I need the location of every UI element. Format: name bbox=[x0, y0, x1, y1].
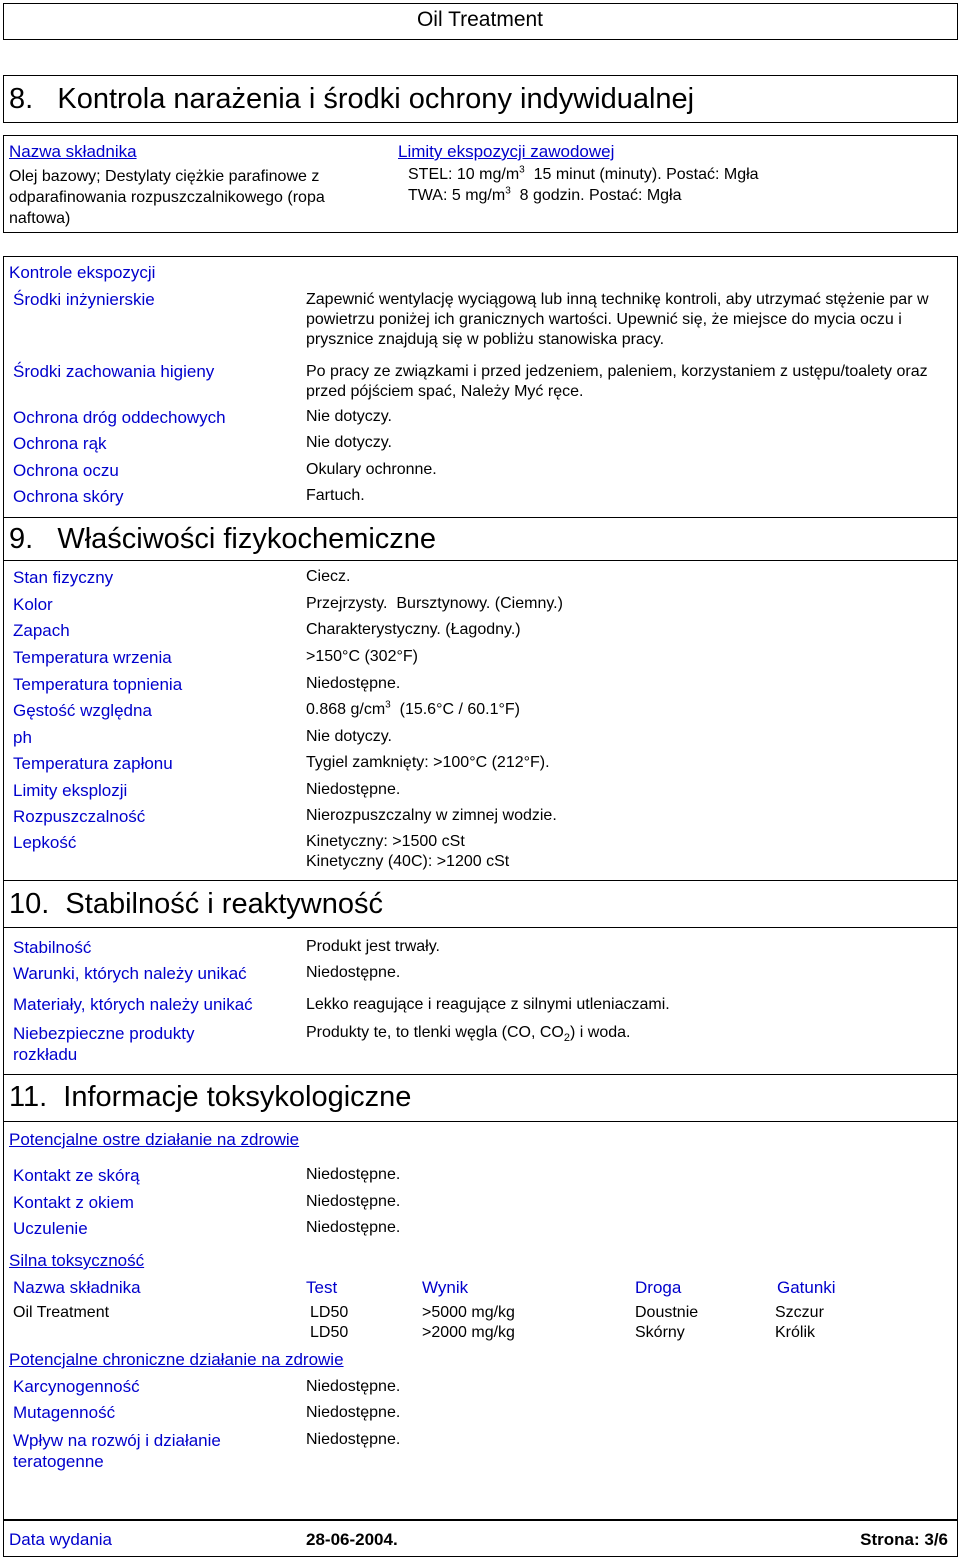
engineering-controls-value: Zapewnić wentylację wyciągową lub inną technikę kontroli, aby utrzymać stężenie par w powietrzu poniżej ich granicznych wartości. Upewnić się, że miejsce do mycia oczu i prysznice znajdują się w pobliżu stanowiska pracy. bbox=[306, 291, 929, 348]
tox-header-component: Nazwa składnika bbox=[13, 1278, 141, 1297]
decomposition-products-label: Niebezpieczne produkty rozkładu bbox=[13, 1024, 195, 1064]
conditions-to-avoid-value: Niedostępne. bbox=[306, 964, 401, 981]
tox-row-1-species: Szczur bbox=[775, 1304, 824, 1321]
hygiene-measures-value: Po pracy ze związkami i przed jedzeniem, paleniem, korzystaniem z ustępu/toalety oraz przed pójściem spać, Należy Myć ręce. bbox=[306, 363, 928, 400]
odor-value: Charakterystyczny. (Łagodny.) bbox=[306, 621, 521, 638]
boiling-point-value: >150°C (302°F) bbox=[306, 648, 418, 665]
tox-row-2-test: LD50 bbox=[310, 1324, 349, 1341]
carcinogenicity-label: Karcynogenność bbox=[13, 1377, 140, 1396]
skin-contact-label: Kontakt ze skórą bbox=[13, 1166, 140, 1185]
footer-box bbox=[3, 1520, 958, 1557]
mutagenicity-value: Niedostępne. bbox=[306, 1404, 401, 1421]
sensitization-label: Uczulenie bbox=[13, 1219, 88, 1238]
viscosity-value: Kinetyczny: >1500 cSt bbox=[306, 833, 465, 850]
exposure-controls-title: Kontrole ekspozycji bbox=[9, 263, 156, 282]
page-number: Strona: 3/6 bbox=[860, 1530, 948, 1549]
carcinogenicity-value: Niedostępne. bbox=[306, 1378, 401, 1395]
solubility-value: Nierozpuszczalny w zimnej wodzie. bbox=[306, 807, 557, 824]
materials-to-avoid-value: Lekko reagujące i reagujące z silnymi utleniaczami. bbox=[306, 996, 670, 1013]
issue-date-label: Data wydania bbox=[9, 1530, 113, 1549]
ph-label: ph bbox=[13, 728, 32, 747]
exposure-limits-header: Limity ekspozycji zawodowej bbox=[398, 142, 615, 161]
respiratory-protection-value: Nie dotyczy. bbox=[306, 408, 392, 425]
section-8-heading: 8. Kontrola narażenia i środki ochrony indywidualnej bbox=[9, 83, 695, 115]
melting-point-label: Temperatura topnienia bbox=[13, 675, 183, 694]
eye-contact-label: Kontakt z okiem bbox=[13, 1193, 134, 1212]
acute-toxicity-title: Silna toksyczność bbox=[9, 1251, 145, 1270]
hand-protection-label: Ochrona rąk bbox=[13, 434, 107, 453]
section-11-heading: 11. Informacje toksykologiczne bbox=[9, 1081, 412, 1113]
conditions-to-avoid-label: Warunki, których należy unikać bbox=[13, 964, 247, 983]
tox-header-route: Droga bbox=[635, 1278, 682, 1297]
explosion-limits-value: Niedostępne. bbox=[306, 781, 401, 798]
color-value: Przejrzysty. Bursztynowy. (Ciemny.) bbox=[306, 595, 563, 612]
twa-limit: TWA: 5 $mg/m^3$ 8 godzin. Postać: Mgła bbox=[408, 185, 682, 204]
odor-label: Zapach bbox=[13, 621, 70, 640]
component-name: Olej bazowy; Destylaty ciężkie parafinowe z odparafinowania rozpuszczalnikowego (ropa naftowa) bbox=[9, 168, 325, 227]
relative-density-label: Gęstość względna bbox=[13, 701, 152, 720]
eye-contact-value: Niedostępne. bbox=[306, 1193, 401, 1210]
tox-row-2-route: Skórny bbox=[635, 1324, 685, 1341]
explosion-limits-label: Limity eksplozji bbox=[13, 781, 128, 800]
relative-density-value: 0.868 $g/cm^3$ (15.6°C / 60.1°F) bbox=[306, 699, 521, 718]
chronic-effects-title: Potencjalne chroniczne działanie na zdrowie bbox=[9, 1350, 344, 1369]
engineering-controls-label: Środki inżynierskie bbox=[13, 290, 155, 309]
section-9-heading: 9. Właściwości fizykochemiczne bbox=[9, 523, 437, 555]
teratogenicity-value: Niedostępne. bbox=[306, 1431, 401, 1448]
skin-contact-value: Niedostępne. bbox=[306, 1166, 401, 1183]
tox-row-1-test: LD50 bbox=[310, 1304, 349, 1321]
eye-protection-value: Okulary ochronne. bbox=[306, 461, 437, 478]
stel-limit: STEL: 10 $mg/m^3$ 15 minut (minuty). Postać: Mgła bbox=[408, 164, 759, 183]
mutagenicity-label: Mutagenność bbox=[13, 1403, 116, 1422]
tox-row-1-component: Oil Treatment bbox=[13, 1304, 110, 1321]
tox-row-1-result: >5000 mg/kg bbox=[422, 1304, 515, 1321]
respiratory-protection-label: Ochrona dróg oddechowych bbox=[13, 408, 226, 427]
viscosity-value-40c: Kinetyczny (40C): >1200 cSt bbox=[306, 853, 510, 870]
flash-point-value: Tygiel zamknięty: >100°C (212°F). bbox=[306, 754, 550, 771]
document-title: Oil Treatment bbox=[416, 8, 544, 31]
solubility-label: Rozpuszczalność bbox=[13, 807, 146, 826]
stability-value: Produkt jest trwały. bbox=[306, 938, 440, 955]
skin-protection-label: Ochrona skóry bbox=[13, 487, 124, 506]
melting-point-value: Niedostępne. bbox=[306, 675, 401, 692]
tox-row-1-route: Doustnie bbox=[635, 1304, 699, 1321]
color-label: Kolor bbox=[13, 595, 53, 614]
boiling-point-label: Temperatura wrzenia bbox=[13, 648, 172, 667]
hand-protection-value: Nie dotyczy. bbox=[306, 434, 392, 451]
viscosity-label: Lepkość bbox=[13, 833, 77, 852]
decomposition-products-value: Produkty te, to tlenki węgla (CO, $CO_2$) i woda. bbox=[306, 1024, 631, 1045]
tox-header-result: Wynik bbox=[422, 1278, 469, 1297]
skin-protection-value: Fartuch. bbox=[306, 487, 365, 504]
physical-state-value: Ciecz. bbox=[306, 568, 351, 585]
physical-state-label: Stan fizyczny bbox=[13, 568, 114, 587]
issue-date-value: 28-06-2004. bbox=[306, 1530, 398, 1549]
ph-value: Nie dotyczy. bbox=[306, 728, 392, 745]
materials-to-avoid-label: Materiały, których należy unikać bbox=[13, 995, 253, 1014]
acute-effects-title: Potencjalne ostre działanie na zdrowie bbox=[9, 1130, 300, 1149]
flash-point-label: Temperatura zapłonu bbox=[13, 754, 173, 773]
section-10-heading: 10. Stabilność i reaktywność bbox=[9, 888, 383, 920]
teratogenicity-label: Wpływ na rozwój i działanie teratogenne bbox=[13, 1431, 221, 1471]
tox-row-2-result: >2000 mg/kg bbox=[422, 1324, 515, 1341]
component-name-header: Nazwa składnika bbox=[9, 142, 137, 161]
tox-header-test: Test bbox=[306, 1278, 338, 1297]
tox-header-species: Gatunki bbox=[777, 1278, 836, 1297]
eye-protection-label: Ochrona oczu bbox=[13, 461, 119, 480]
hygiene-measures-label: Środki zachowania higieny bbox=[13, 362, 215, 381]
tox-row-2-species: Królik bbox=[775, 1324, 816, 1341]
sensitization-value: Niedostępne. bbox=[306, 1219, 401, 1236]
stability-label: Stabilność bbox=[13, 938, 92, 957]
